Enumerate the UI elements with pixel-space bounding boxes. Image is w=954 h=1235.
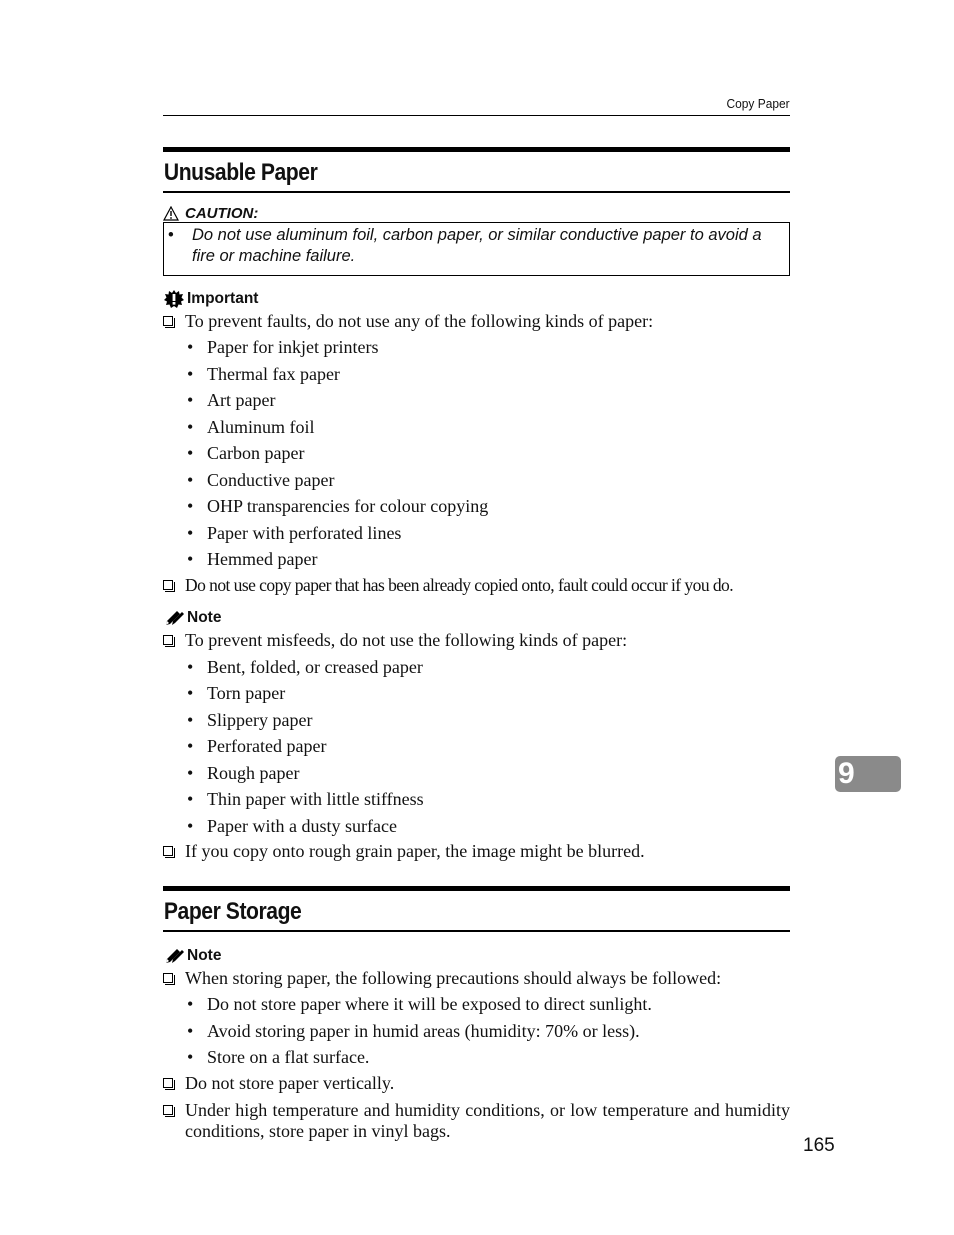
chapter-tab: 9	[835, 756, 901, 792]
checkbox-icon	[163, 846, 173, 856]
list-item: • Paper for inkjet printers	[163, 334, 790, 361]
checkbox-icon	[163, 973, 173, 983]
note-label	[163, 946, 790, 966]
list-item: • Torn paper	[163, 680, 790, 707]
pencil-icon	[163, 947, 185, 965]
storage-vertical-text: Do not store paper vertically.	[185, 1072, 395, 1093]
storage-vinyl-text: Under high temperature and humidity conditions, or low temperature and humidity conditions, store paper in vinyl bags.	[185, 1099, 790, 1141]
list-item: • Aluminum foil	[163, 414, 790, 441]
list-item: • Conductive paper	[163, 467, 790, 494]
list-item: • Art paper	[163, 387, 790, 414]
caution-label-text: CAUTION:	[185, 204, 259, 222]
list-item: • Carbon paper	[163, 440, 790, 467]
storage-vinyl-item	[163, 1100, 790, 1142]
caution-label	[163, 204, 790, 222]
checkbox-icon	[163, 316, 173, 326]
caution-box	[163, 222, 790, 276]
section-title-bar	[163, 886, 790, 932]
important-extra-item	[163, 575, 790, 596]
caution-text: Do not use aluminum foil, carbon paper, or similar conductive paper to avoid a fire or machine failure.	[192, 226, 762, 265]
section-unusable-paper	[163, 147, 790, 862]
checkbox-icon	[163, 580, 173, 590]
running-title: Copy Paper	[726, 96, 790, 111]
important-list	[163, 334, 790, 573]
note-label-text: Note	[187, 947, 222, 964]
list-item: • Perforated paper	[163, 733, 790, 760]
note-label-text: Note	[187, 608, 222, 626]
list-item: • Avoid storing paper in humid areas (humidity: 70% or less).	[163, 1018, 790, 1045]
list-item: • Hemmed paper	[163, 546, 790, 573]
list-item: • Paper with a dusty surface	[163, 813, 790, 840]
checkbox-icon	[163, 1078, 173, 1088]
important-label	[163, 289, 790, 309]
checkbox-icon	[163, 635, 173, 645]
section-title: Unusable Paper	[163, 159, 318, 186]
list-item: • Do not store paper where it will be exposed to direct sunlight.	[163, 991, 790, 1018]
section-title-bar	[163, 147, 790, 193]
list-item: • Rough paper	[163, 760, 790, 787]
note-label	[163, 608, 790, 628]
list-item: • OHP transparencies for colour copying	[163, 493, 790, 520]
note-extra-item	[163, 841, 790, 862]
important-intro-item	[163, 311, 790, 332]
storage-intro-text: When storing paper, the following precautions should always be followed:	[185, 968, 722, 988]
storage-vertical-item	[163, 1073, 790, 1094]
page-header	[163, 95, 790, 116]
important-intro-text: To prevent faults, do not use any of the following kinds of paper:	[185, 311, 654, 331]
pencil-icon	[163, 609, 185, 627]
checkbox-icon	[163, 1105, 173, 1115]
list-item: • Store on a flat surface.	[163, 1044, 790, 1071]
list-item: • Thermal fax paper	[163, 361, 790, 388]
list-item: • Thin paper with little stiffness	[163, 786, 790, 813]
note-intro-item	[163, 630, 790, 651]
note-intro-text: To prevent misfeeds, do not use the following kinds of paper:	[185, 629, 628, 650]
warning-triangle-icon	[163, 206, 179, 221]
list-item: • Paper with perforated lines	[163, 520, 790, 547]
storage-intro-item	[163, 968, 790, 989]
section-title: Paper Storage	[163, 898, 302, 925]
section-paper-storage	[163, 886, 790, 1142]
note-list	[163, 654, 790, 840]
important-extra-text: Do not use copy paper that has been already copied onto, fault could occur if you do.	[185, 574, 734, 595]
page-number: 165	[803, 1135, 835, 1156]
list-item: • Bent, folded, or creased paper	[163, 654, 790, 681]
bullet-icon: •	[168, 226, 174, 244]
storage-list	[163, 991, 790, 1071]
list-item: • Slippery paper	[163, 707, 790, 734]
important-label-text: Important	[187, 290, 259, 307]
important-icon	[163, 289, 185, 309]
note-extra-text: If you copy onto rough grain paper, the image might be blurred.	[185, 841, 645, 861]
